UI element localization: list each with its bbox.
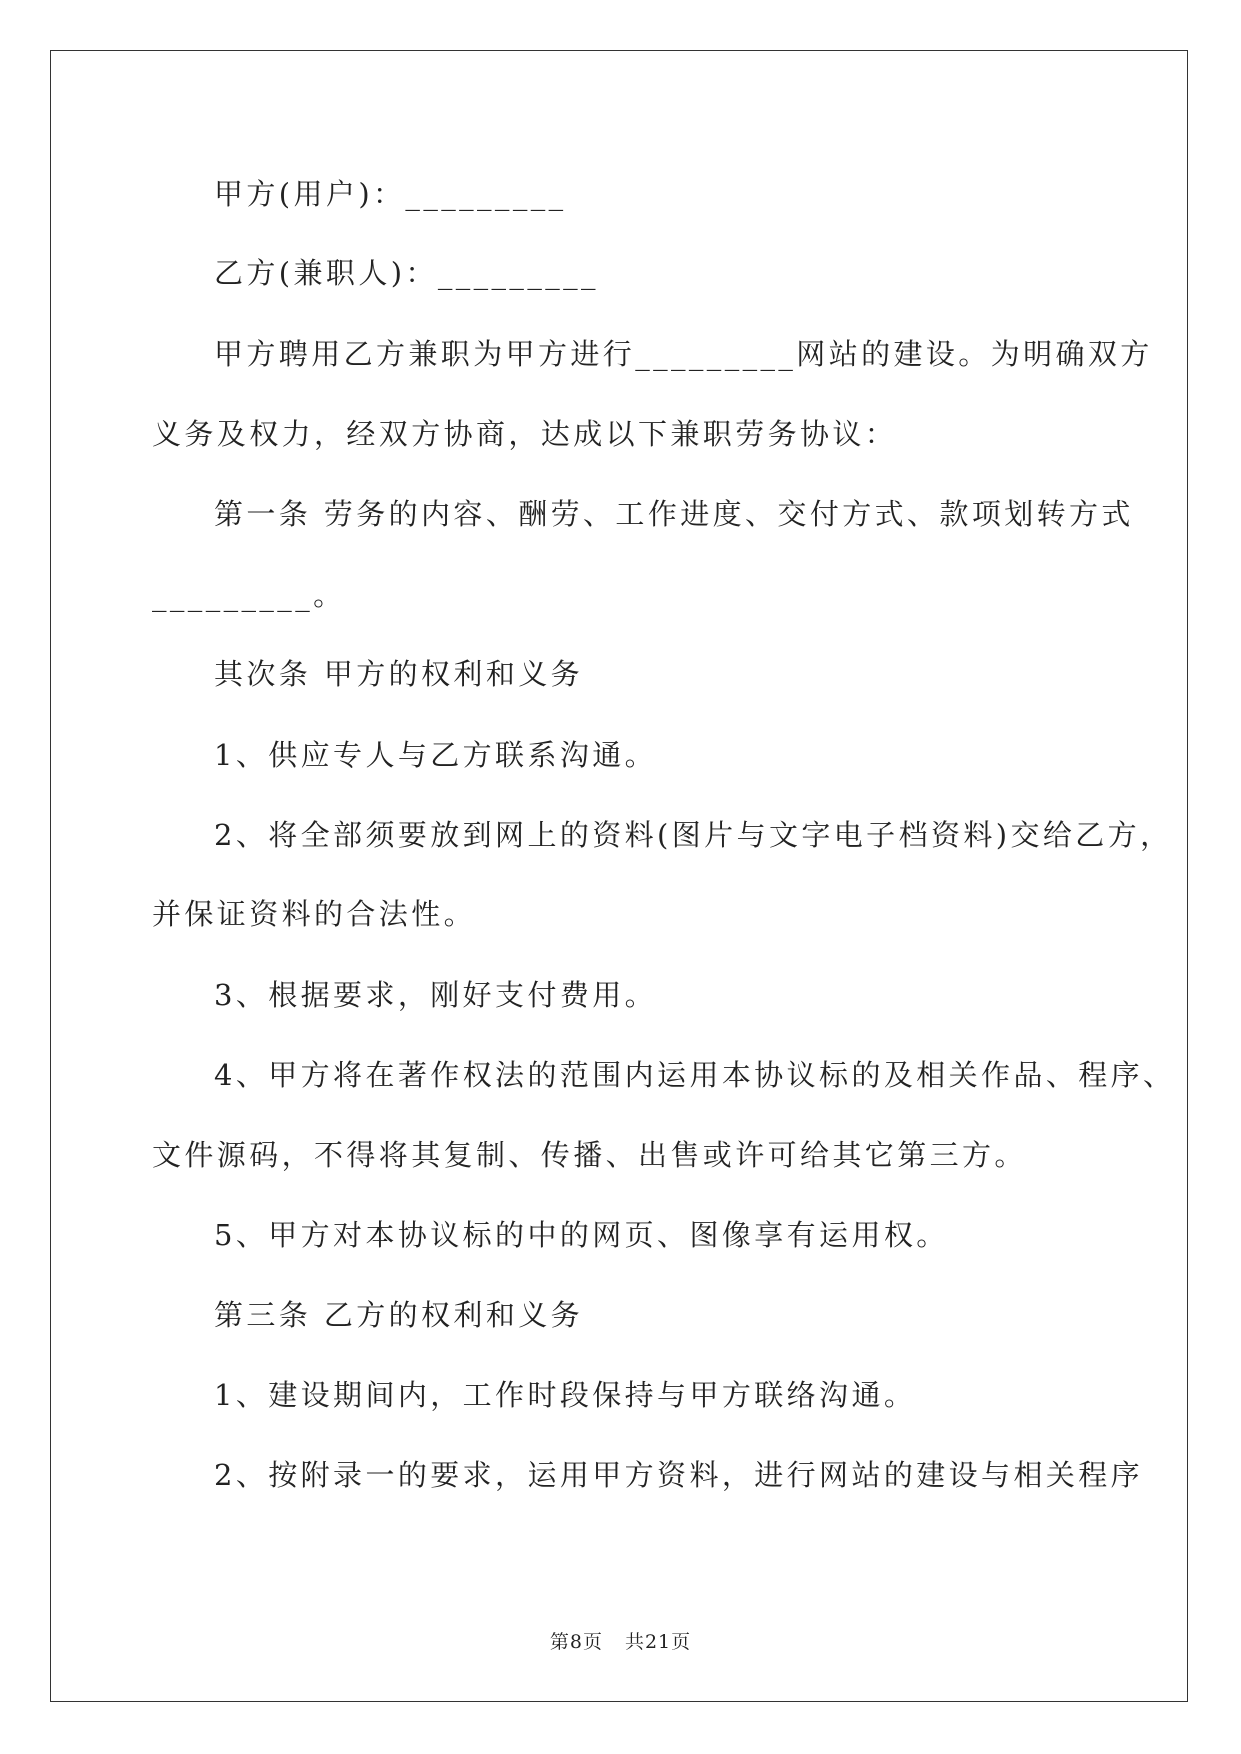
article-2-item-1: 1、供应专人与乙方联系沟通。 (214, 738, 658, 772)
article-1-line-2: _________。 (152, 578, 346, 612)
article-3-heading: 第三条 乙方的权利和义务 (214, 1298, 584, 1332)
article-2-item-5: 5、甲方对本协议标的中的网页、图像享有运用权。 (214, 1218, 949, 1252)
article-2-item-4-line-2: 文件源码，不得将其复制、传播、出售或许可给其它第三方。 (152, 1138, 1027, 1172)
article-2-item-3: 3、根据要求，刚好支付费用。 (214, 978, 658, 1012)
article-2-item-2-line-2: 并保证资料的合法性。 (152, 897, 477, 931)
page-number: 第8页 (549, 1631, 603, 1653)
page-total: 共21页 (624, 1631, 692, 1653)
intro-paragraph-line-1: 甲方聘用乙方兼职为甲方进行_________网站的建设。为明确双方 (214, 337, 1153, 371)
page-footer (0, 1630, 1241, 1654)
article-1-line-1: 第一条 劳务的内容、酬劳、工作进度、交付方式、款项划转方式 (214, 497, 1134, 531)
article-3-item-1: 1、建设期间内，工作时段保持与甲方联络沟通。 (214, 1378, 917, 1412)
article-2-item-2-line-1: 2、将全部须要放到网上的资料(图片与文字电子档资料)交给乙方， (214, 818, 1173, 852)
article-2-item-4-line-1: 4、甲方将在著作权法的范围内运用本协议标的及相关作品、程序、 (214, 1058, 1176, 1092)
article-3-item-2-line-1: 2、按附录一的要求，运用甲方资料，进行网站的建设与相关程序 (214, 1458, 1144, 1492)
party-b-line: 乙方(兼职人)：_________ (214, 256, 599, 290)
article-2-heading: 其次条 甲方的权利和义务 (214, 657, 584, 691)
party-a-line: 甲方(用户)：_________ (214, 177, 567, 211)
intro-paragraph-line-2: 义务及权力，经双方协商，达成以下兼职劳务协议： (152, 417, 898, 451)
